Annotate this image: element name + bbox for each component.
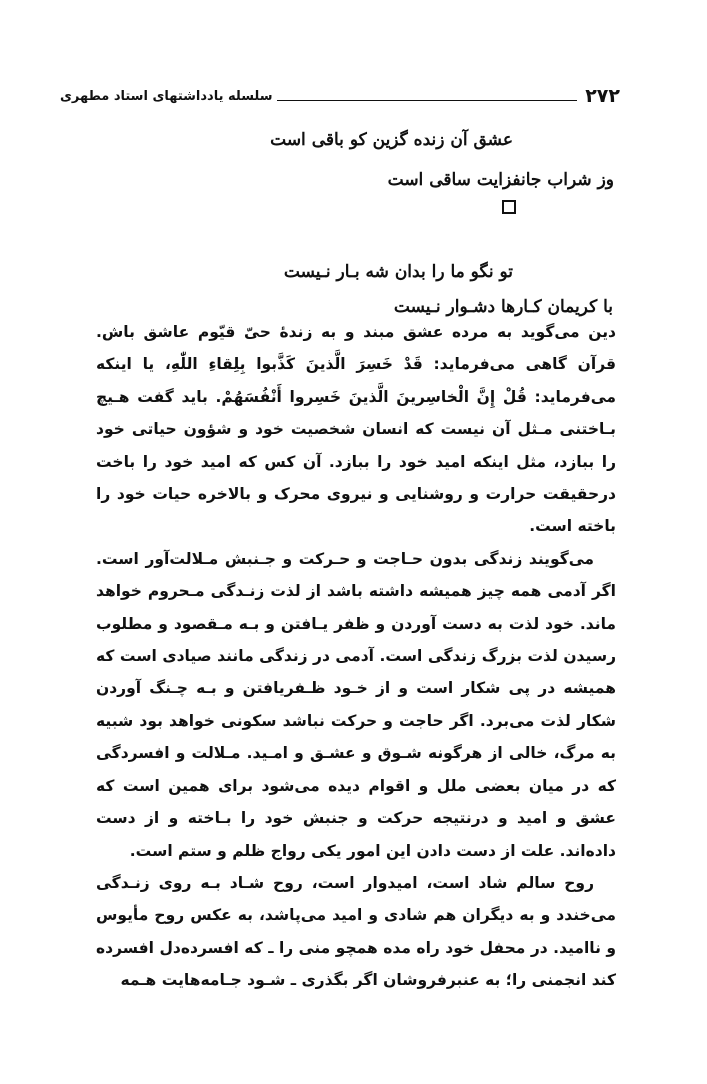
paragraph: دین می‌گوید به مرده عشق مبند و به زندهٔ حیّ قیّوم عاشق باش. قرآن گاهی می‌فرماید: قَدْ خَسِرَ الَّذینَ کَذَّبوا بِلِقاءِ اللّٰهِ، یا اینکه می‌فرماید: قُلْ إِنَّ الْخاسِرینَ الَّذینَ خَسِروا أَنْفُسَهُمْ. باید گفت هـیچ بـاختنی مـثل آن نیست که انسان شخصیت خود و شؤون حیاتی خود را ببازد، مثل اینکه امید خود را ببازد. آن کس که امید خود را باخت درحقیقت حرارت و روشنایی و نیروی محرک و بالاخره حیات خود را باخته است. bbox=[96, 323, 616, 536]
running-header bbox=[60, 84, 620, 108]
body-text bbox=[96, 316, 616, 997]
series-title: سلسله یادداشتهای استاد مطهری bbox=[60, 88, 273, 104]
paragraph: روح سالم شاد است، امیدوار است، روح شـاد بـه روی زنـدگی می‌خندد و به دیگران هم شادی و امید می‌پاشد، به عکس روح مأیوس و ناامید. در محفل خود راه مده همچو منی را ـ که افسرده‌دل افسرده کند انجمنی را؛ به عنبرفروشان اگر بگذری ـ شـود جـامه‌هایت هـمه bbox=[96, 873, 616, 990]
page-number: ۲۷۲ bbox=[585, 85, 620, 107]
poem-1-verse-1: عشق آن زنده گزین کو باقی است bbox=[270, 130, 513, 150]
poem-2-verse-2: با کریمان کـارها دشـوار نـیست bbox=[393, 297, 613, 317]
header-rule bbox=[277, 100, 578, 101]
poem-1-verse-2: وز شراب جانفزایت ساقی است bbox=[387, 170, 614, 190]
poem-2-verse-1: تو نگو ما را بدان شه بـار نـیست bbox=[283, 262, 513, 282]
end-of-section-mark bbox=[502, 200, 516, 214]
paragraph: می‌گویند زندگی بدون حـاجت و حـرکت و جـنبش مـلالت‌آور است. اگر آدمی همه چیز همیشه داشته باشد از لذت زنـدگی مـحروم خواهد ماند. خود لذت به دست آوردن و ظفر یـافتن و بـه مـقصود و مطلوب رسیدن لذت بزرگ زندگی است. آدمی در زندگی مانند صیادی است که همیشه در پی شکار است و از خـود ظـفریافتن و بـه چـنگ آوردن شکار لذت می‌برد. اگر حاجت و حرکت نباشد سکونی خواهد بود شبیه به مرگ، خالی از هرگونه شـوق و عشـق و امـید. مـلالت و افسردگی که در میان بعضی ملل و اقوام دیده می‌شود برای همین است که عشق و امید و درنتیجه حرکت و جنبش خود را بـاخته و از دست داده‌اند. علت از دست دادن این امور یکی رواج ظلم و ستم است. bbox=[96, 549, 616, 860]
